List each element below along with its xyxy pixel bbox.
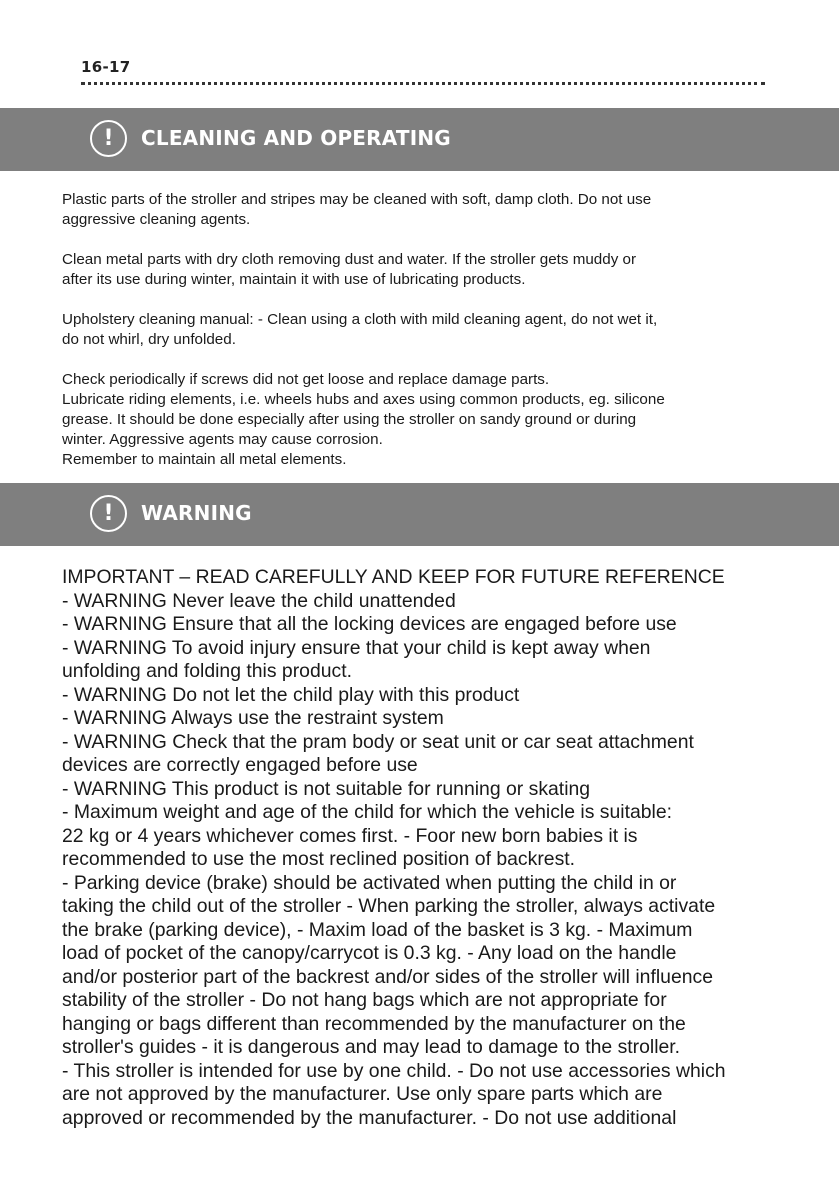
exclamation-circle-icon: !: [90, 120, 127, 157]
warning-section-header: [0, 483, 839, 546]
text-line: Remember to maintain all metal elements.: [62, 451, 347, 468]
text-line: and/or posterior part of the backrest and/or sides of the stroller will influence: [62, 965, 713, 988]
text-line: Check periodically if screws did not get loose and replace damage parts.: [62, 371, 550, 388]
warning-section-title: WARNING: [141, 501, 252, 525]
text-line: Plastic parts of the stroller and stripes may be cleaned with soft, damp cloth. Do not use: [62, 191, 652, 208]
text-line: Lubricate riding elements, i.e. wheels hubs and axes using common products, eg. silicone: [62, 391, 665, 408]
page-number: 16-17: [81, 58, 131, 76]
text-line: - WARNING Never leave the child unattended: [62, 589, 456, 612]
text-line: hanging or bags different than recommended by the manufacturer on the: [62, 1012, 686, 1035]
exclamation-circle-icon: !: [90, 495, 127, 532]
warning-section-body: [62, 566, 802, 1130]
cleaning-paragraph: [62, 310, 792, 350]
text-line: stroller's guides - it is dangerous and may lead to damage to the stroller.: [62, 1036, 681, 1058]
text-line: - WARNING Check that the pram body or seat unit or car seat attachment: [62, 730, 694, 753]
text-line: 22 kg or 4 years whichever comes first. - Foor new born babies it is: [62, 824, 638, 847]
cleaning-paragraph: [62, 370, 792, 470]
text-line: grease. It should be done especially after using the stroller on sandy ground or during: [62, 411, 637, 428]
text-line: recommended to use the most reclined position of backrest.: [62, 848, 576, 870]
text-line: approved or recommended by the manufacturer. - Do not use additional: [62, 1106, 677, 1129]
text-line: do not whirl, dry unfolded.: [62, 331, 236, 348]
text-line: devices are correctly engaged before use: [62, 754, 418, 776]
text-line: - WARNING To avoid injury ensure that your child is kept away when: [62, 636, 651, 659]
cleaning-section-header: [0, 108, 839, 171]
text-line: stability of the stroller - Do not hang bags which are not appropriate for: [62, 989, 667, 1011]
text-line: - WARNING Do not let the child play with this product: [62, 683, 520, 706]
text-line: - WARNING This product is not suitable for running or skating: [62, 777, 591, 800]
text-line: winter. Aggressive agents may cause corrosion.: [62, 431, 383, 448]
text-line: are not approved by the manufacturer. Use only spare parts which are: [62, 1083, 663, 1105]
cleaning-section-body: [62, 190, 792, 470]
text-line: load of pocket of the canopy/carrycot is 0.3 kg. - Any load on the handle: [62, 942, 677, 964]
text-line: - WARNING Always use the restraint system: [62, 707, 444, 729]
text-line: - This stroller is intended for use by one child. - Do not use accessories which: [62, 1059, 726, 1082]
text-line: - Maximum weight and age of the child for which the vehicle is suitable:: [62, 801, 673, 823]
text-line: Upholstery cleaning manual: - Clean using a cloth with mild cleaning agent, do not wet it,: [62, 311, 658, 328]
text-line: unfolding and folding this product.: [62, 660, 352, 682]
cleaning-paragraph: [62, 190, 792, 230]
text-line: - Parking device (brake) should be activated when putting the child in or: [62, 871, 677, 894]
text-line: IMPORTANT – READ CAREFULLY AND KEEP FOR FUTURE REFERENCE: [62, 566, 725, 588]
text-line: aggressive cleaning agents.: [62, 211, 251, 228]
text-line: taking the child out of the stroller - When parking the stroller, always activate: [62, 895, 716, 917]
text-line: the brake (parking device), - Maxim load of the basket is 3 kg. - Maximum: [62, 918, 693, 941]
dotted-divider: [81, 82, 765, 85]
text-line: Clean metal parts with dry cloth removing dust and water. If the stroller gets muddy or: [62, 251, 637, 268]
cleaning-paragraph: [62, 250, 792, 290]
cleaning-section-title: CLEANING AND OPERATING: [141, 126, 451, 150]
text-line: after its use during winter, maintain it with use of lubricating products.: [62, 271, 526, 288]
text-line: - WARNING Ensure that all the locking devices are engaged before use: [62, 613, 677, 635]
